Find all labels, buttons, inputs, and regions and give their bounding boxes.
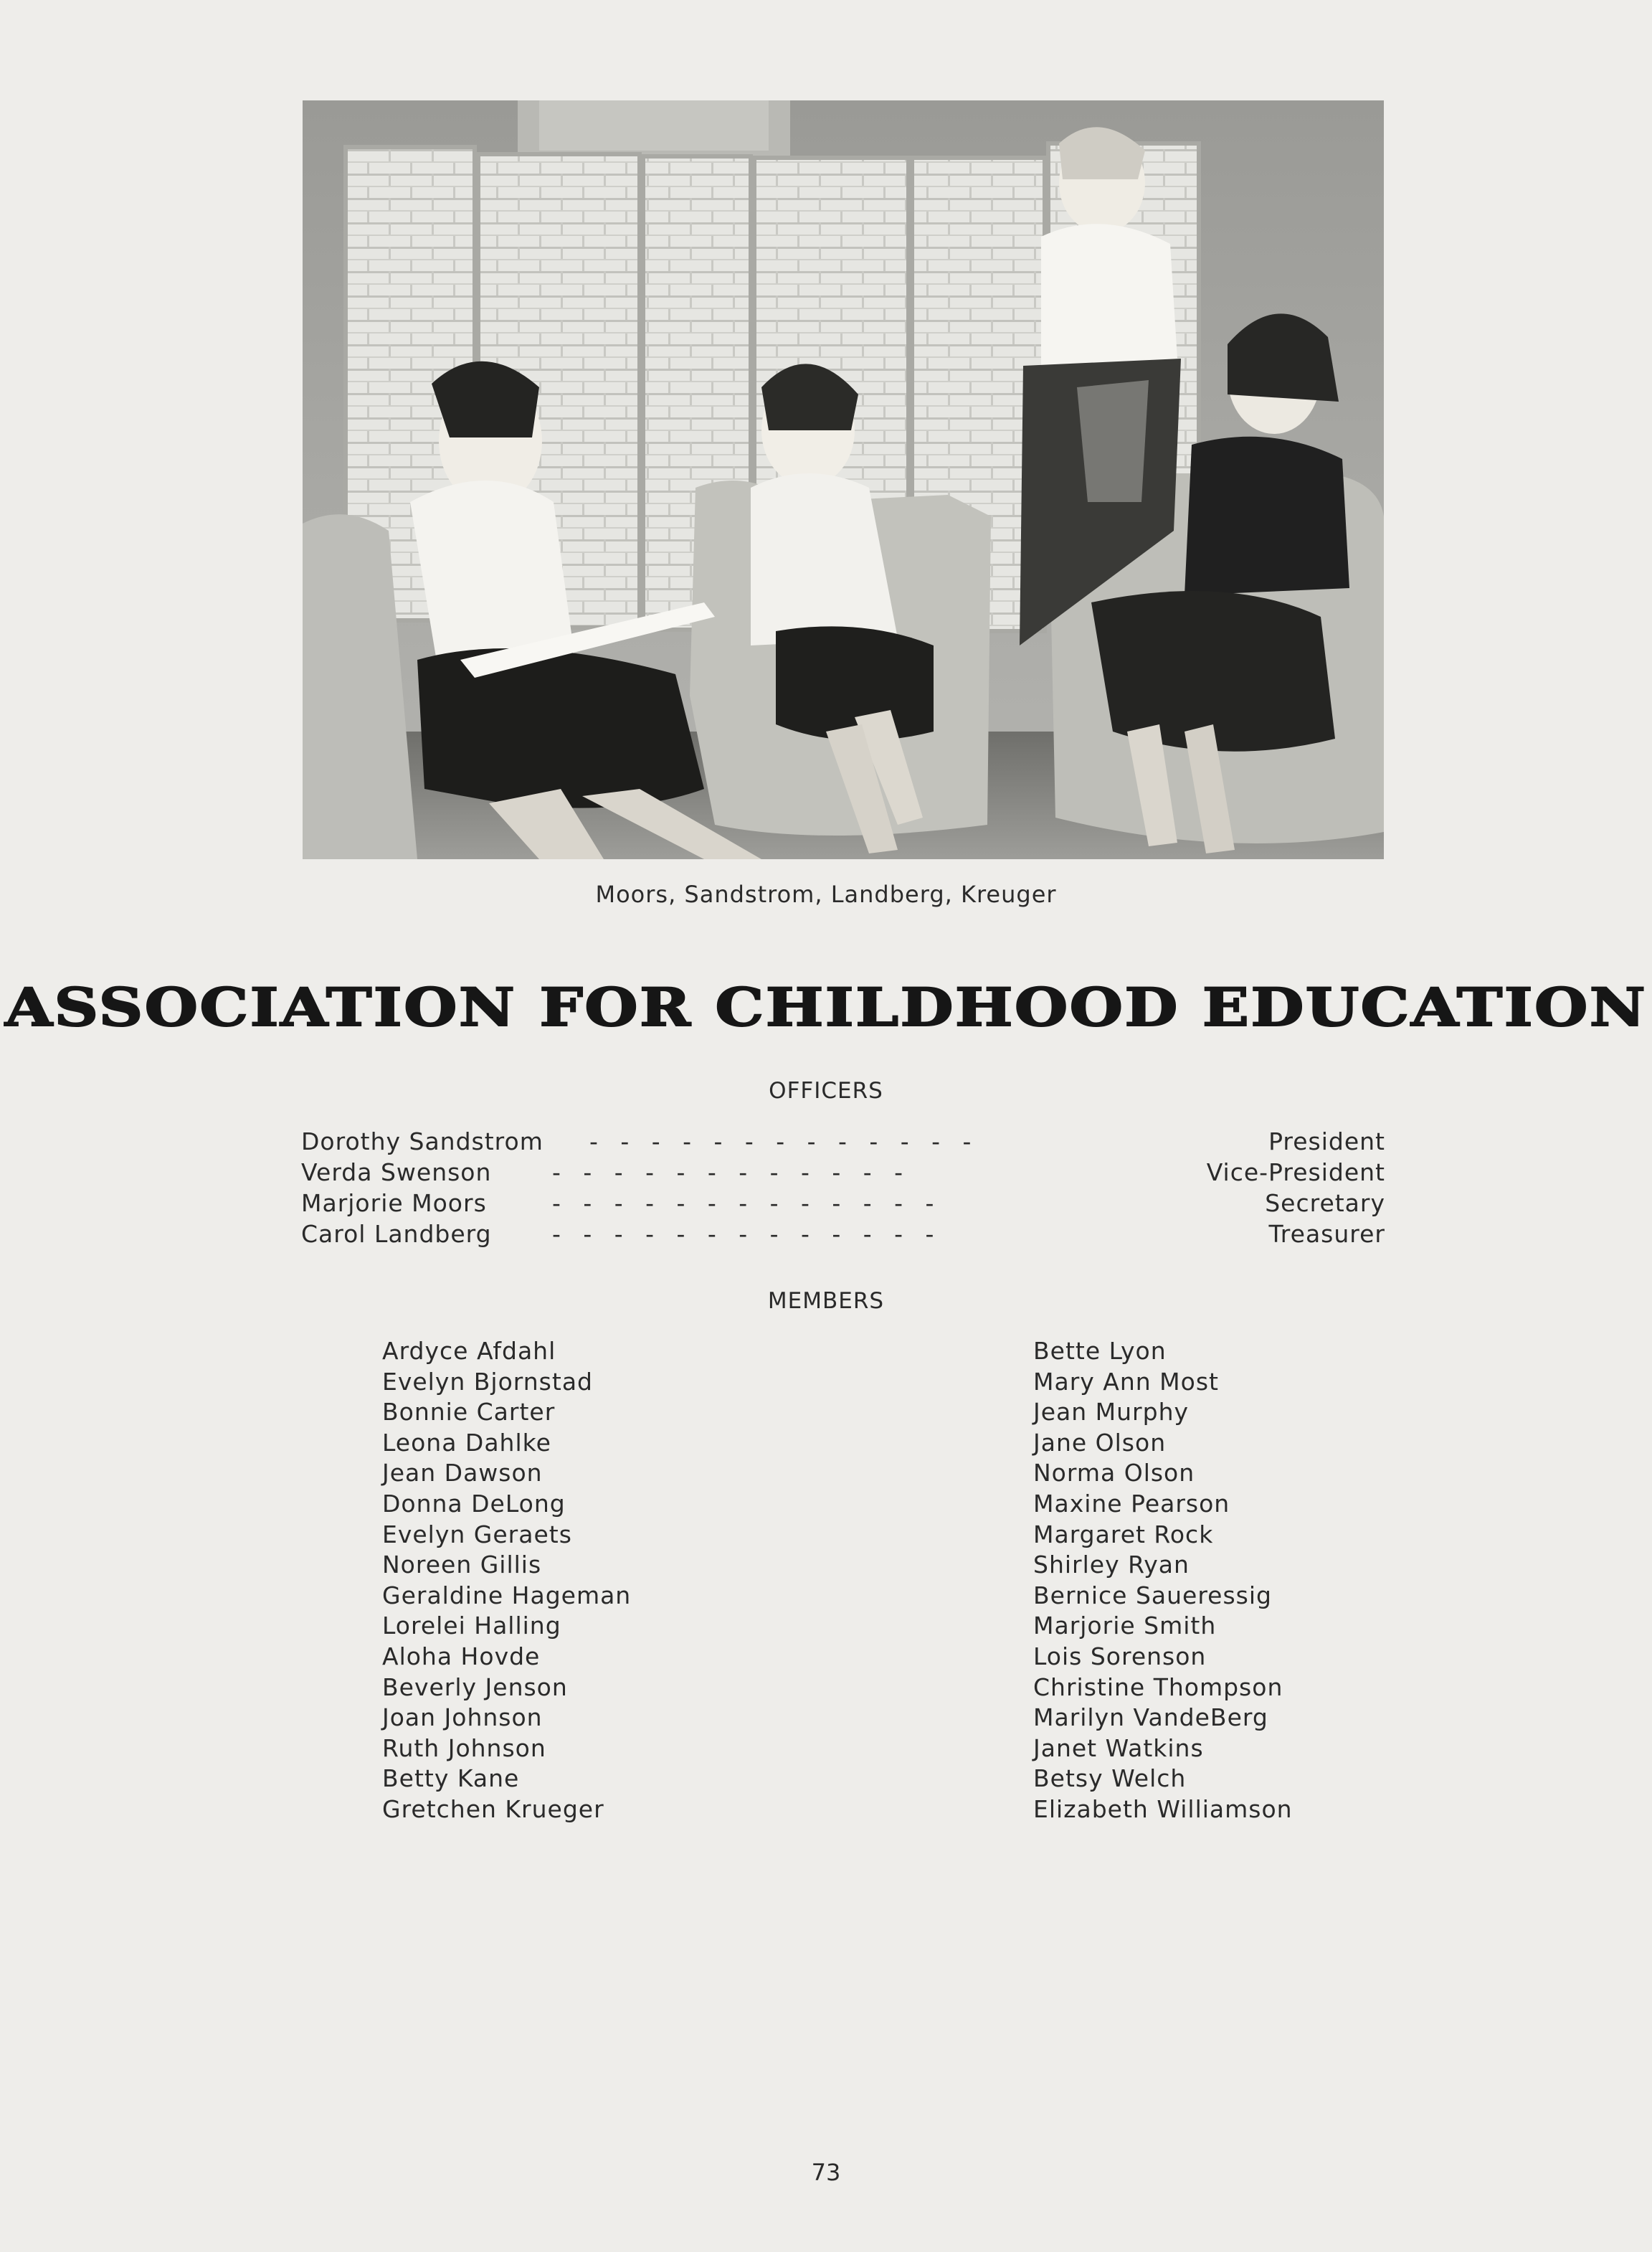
member-name: Geraldine Hageman bbox=[382, 1581, 632, 1609]
member-name: Evelyn Bjornstad bbox=[382, 1367, 593, 1396]
member-name: Bernice Saueressig bbox=[1033, 1581, 1272, 1609]
leader-dashes: - - - - - - - - - - - - - bbox=[552, 1189, 934, 1217]
officers-list bbox=[301, 1126, 1385, 1249]
member-name: Bette Lyon bbox=[1033, 1337, 1167, 1365]
member-name: Joan Johnson bbox=[382, 1703, 543, 1732]
member-name: Donna DeLong bbox=[382, 1489, 566, 1518]
member-name: Christine Thompson bbox=[1033, 1673, 1283, 1701]
leader-dashes: - - - - - - - - - - - - - bbox=[552, 1220, 934, 1248]
member-name: Lorelei Halling bbox=[382, 1612, 561, 1640]
members-column-left bbox=[382, 1336, 631, 1825]
member-name: Evelyn Geraets bbox=[382, 1520, 572, 1548]
member-name: Aloha Hovde bbox=[382, 1642, 541, 1670]
officer-title: President bbox=[1268, 1127, 1385, 1155]
member-name: Betty Kane bbox=[382, 1764, 520, 1793]
member-name: Janet Watkins bbox=[1033, 1733, 1204, 1762]
member-name: Jean Murphy bbox=[1033, 1398, 1190, 1427]
officer-row bbox=[301, 1188, 1385, 1219]
leader-dashes: - - - - - - - - - - - - - bbox=[589, 1127, 972, 1155]
officer-name: Verda Swenson bbox=[301, 1158, 492, 1186]
member-name: Beverly Jenson bbox=[382, 1673, 568, 1701]
member-name: Maxine Pearson bbox=[1033, 1489, 1230, 1518]
member-name: Ardyce Afdahl bbox=[382, 1337, 556, 1365]
member-name: Bonnie Carter bbox=[382, 1398, 556, 1427]
page-number: 73 bbox=[811, 2159, 841, 2186]
member-name: Betsy Welch bbox=[1033, 1764, 1187, 1793]
officer-title: Treasurer bbox=[1268, 1220, 1385, 1248]
officer-row bbox=[301, 1219, 1385, 1249]
member-name: Ruth Johnson bbox=[382, 1733, 546, 1762]
member-name: Mary Ann Most bbox=[1033, 1367, 1219, 1396]
member-name: Marjorie Smith bbox=[1033, 1612, 1217, 1640]
member-name: Gretchen Krueger bbox=[382, 1794, 604, 1823]
page-title: ASSOCIATION FOR CHILDHOOD EDUCATION bbox=[4, 977, 1648, 1039]
member-name: Jane Olson bbox=[1033, 1428, 1167, 1457]
member-name: Norma Olson bbox=[1033, 1459, 1195, 1487]
officer-name: Dorothy Sandstrom bbox=[301, 1127, 543, 1155]
member-name: Jean Dawson bbox=[382, 1459, 543, 1487]
photo-caption: Moors, Sandstrom, Landberg, Kreuger bbox=[595, 881, 1057, 908]
members-heading: MEMBERS bbox=[767, 1288, 885, 1314]
officer-title: Vice-President bbox=[1206, 1158, 1385, 1186]
officer-title: Secretary bbox=[1265, 1189, 1385, 1217]
member-name: Elizabeth Williamson bbox=[1033, 1794, 1293, 1823]
member-name: Noreen Gillis bbox=[382, 1551, 542, 1579]
leader-dashes: - - - - - - - - - - - - bbox=[552, 1158, 903, 1186]
member-name: Leona Dahlke bbox=[382, 1428, 551, 1457]
member-name: Margaret Rock bbox=[1033, 1520, 1214, 1548]
group-photo bbox=[303, 100, 1384, 859]
group-photo-image bbox=[303, 100, 1384, 859]
officer-row bbox=[301, 1126, 1385, 1157]
member-name: Lois Sorenson bbox=[1033, 1642, 1207, 1670]
officer-name: Carol Landberg bbox=[301, 1220, 492, 1248]
members-column-right bbox=[1033, 1336, 1293, 1825]
officer-row bbox=[301, 1157, 1385, 1188]
member-name: Marilyn VandeBerg bbox=[1033, 1703, 1268, 1732]
member-name: Shirley Ryan bbox=[1033, 1551, 1190, 1579]
officers-heading: OFFICERS bbox=[769, 1078, 883, 1104]
officer-name: Marjorie Moors bbox=[301, 1189, 487, 1217]
